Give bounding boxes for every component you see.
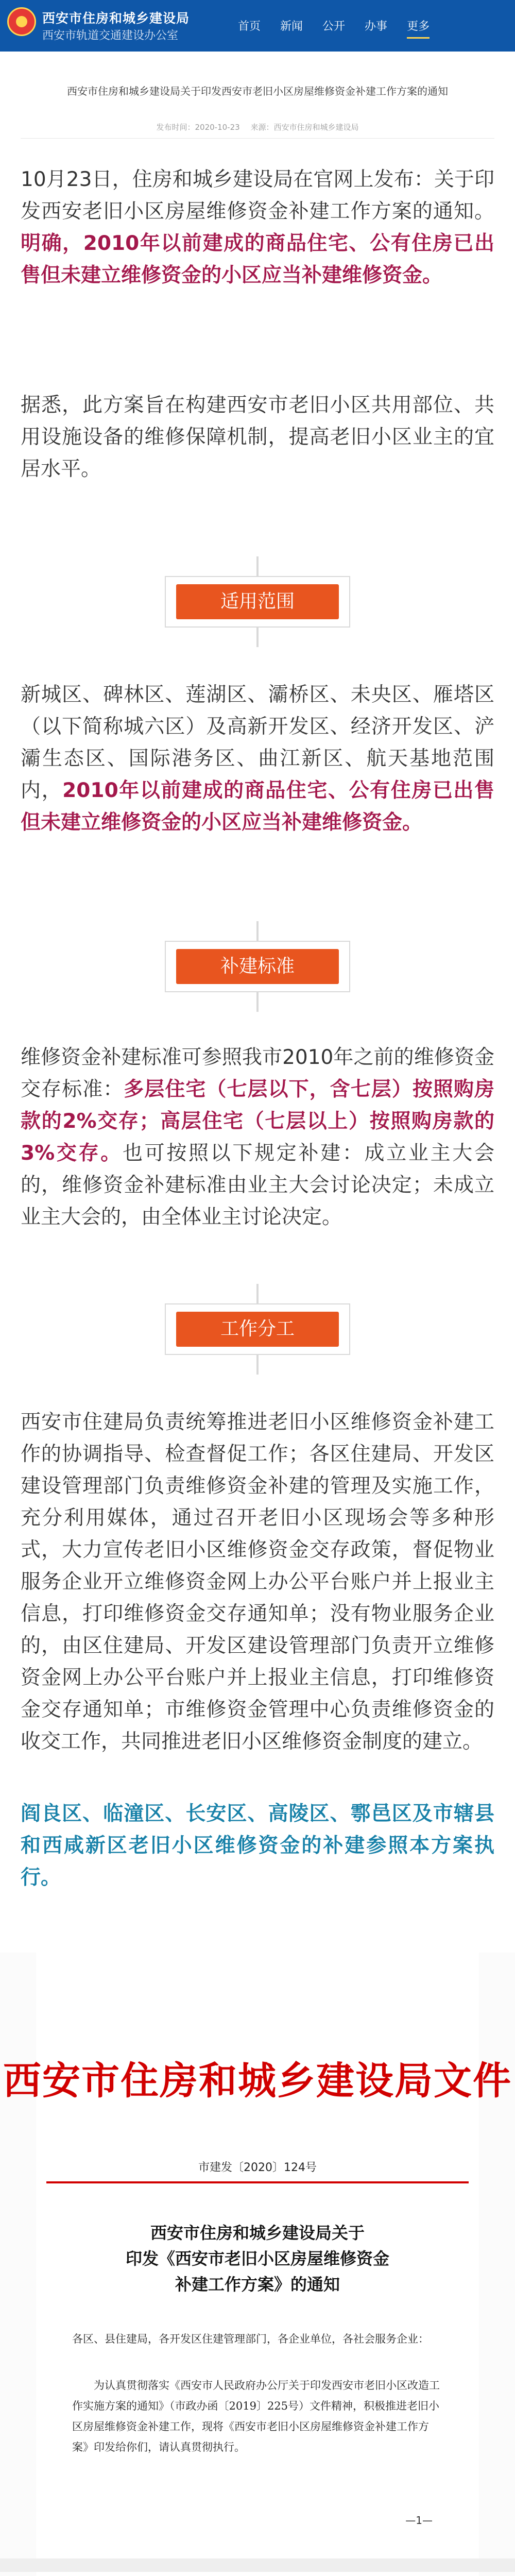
- section-division-label: 工作分工: [176, 1312, 339, 1347]
- paragraph-scope: [21, 679, 494, 839]
- other-districts-highlight: 阎良区、临潼区、长安区、高陵区、鄠邑区及市辖县和西咸新区老旧小区维修资金的补建参照本方案执行。: [21, 1802, 494, 1889]
- section-standard: [165, 941, 350, 992]
- standard-text: 维修资金补建标准可参照我市2010年之前的维修资金交存标准：: [21, 1046, 494, 1101]
- org-subname: 西安市轨道交通建设办公室: [42, 29, 179, 42]
- document-red-header: 西安市住房和城乡建设局文件: [3, 2059, 512, 2103]
- document-title-line-1: 西安市住房和城乡建设局关于: [150, 2223, 365, 2243]
- site-header: [0, 0, 515, 52]
- paragraph-standard: [21, 1042, 494, 1233]
- section-scope-connector-bottom: [256, 626, 259, 647]
- standard-text-2: 也可按照以下规定补建：成立业主大会的，维修资金补建标准由业主大会讨论决定；未成立业主大会的，由全体业主讨论决定。: [21, 1142, 494, 1229]
- nav-services[interactable]: 办事: [365, 20, 388, 33]
- nav-public[interactable]: 公开: [322, 20, 346, 33]
- paragraph-division: 西安市住建局负责统筹推进老旧小区维修资金补建工作的协调指导、检查督促工作；各区住建局、开发区建设管理部门负责维修资金补建的管理及实施工作，充分利用媒体，通过召开老旧小区现场会等多种形式，大力宣传老旧小区维修资金交存政策，督促物业服务企业开立维修资金网上办公平台账户并上报业主信息，打印维修资金交存通知单；没有物业服务企业的，由区住建局、开发区建设管理部门负责开立维修资金网上办公平台账户并上报业主信息，打印维修资金交存通知单；市维修资金管理中心负责维修资金的收交工作，共同推进老旧小区维修资金制度的建立。: [21, 1411, 494, 1753]
- nav-home[interactable]: 首页: [238, 20, 261, 33]
- title-divider: [21, 138, 494, 139]
- article-meta: [103, 122, 412, 132]
- org-name: 西安市住房和城乡建设局: [42, 11, 190, 26]
- section-division-connector: [256, 1284, 259, 1304]
- document-page-2: [36, 2572, 479, 2576]
- emblem-logo[interactable]: [7, 7, 36, 36]
- publish-date: 发布时间：2020-10-23: [156, 123, 240, 132]
- document-recipients: 各区、县住建局，各开发区住建管理部门，各企业单位，各社会服务企业：: [72, 2333, 429, 2345]
- article-title: 西安市住房和城乡建设局关于印发西安市老旧小区房屋维修资金补建工作方案的通知: [67, 85, 448, 97]
- standard-highlight: 多层住宅（七层以下，含七层）按照购房款的2%交存；高层住宅（七层以上）按照购房款的3%交存。: [21, 1078, 494, 1165]
- document-page-number-1: —1—: [405, 2514, 433, 2527]
- document-title-line-2: 印发《西安市老旧小区房屋维修资金: [125, 2249, 389, 2268]
- document-number: 市建发〔2020〕124号: [198, 2161, 317, 2174]
- section-division-connector-bottom: [256, 1354, 259, 1375]
- scope-text: 新城区、碑林区、莲湖区、灞桥区、未央区、雁塔区（以下简称城六区）及高新开发区、经济开发区、浐灞生态区、国际港务区、曲江新区、航天基地范围内，: [21, 683, 494, 802]
- section-standard-connector-bottom: [256, 991, 259, 1012]
- paragraph-intro: [21, 164, 494, 292]
- section-scope-connector: [256, 556, 259, 577]
- section-standard-connector: [256, 921, 259, 942]
- paragraph-purpose: 据悉，此方案旨在构建西安市老旧小区共用部位、共用设施设备的维修保障机制，提高老旧小区业主的宜居水平。: [21, 394, 494, 481]
- section-standard-label: 补建标准: [176, 949, 339, 984]
- intro-text: 10月23日，住房和城乡建设局在官网上发布：关于印发西安老旧小区房屋维修资金补建工作方案的通知。: [21, 168, 494, 223]
- official-document: [0, 1953, 515, 2576]
- section-scope-label: 适用范围: [176, 584, 339, 619]
- document-title-line-3: 补建工作方案》的通知: [175, 2275, 340, 2294]
- section-scope: [165, 576, 350, 628]
- top-nav: [238, 18, 430, 33]
- nav-news[interactable]: 新闻: [280, 20, 303, 33]
- paragraph-other-districts: [21, 1798, 494, 1894]
- intro-highlight: 明确，2010年以前建成的商品住宅、公有住房已出售但未建立维修资金的小区应当补建维修资金。: [21, 232, 494, 287]
- document-red-rule: [46, 2181, 469, 2183]
- page-gap: [0, 2558, 515, 2572]
- article-source: 来源：西安市住房和城乡建设局: [250, 123, 359, 132]
- scope-highlight: 2010年以前建成的商品住宅、公有住房已出售但未建立维修资金的小区应当补建维修资金。: [21, 779, 494, 834]
- nav-more[interactable]: 更多: [407, 18, 430, 33]
- document-body: 为认真贯彻落实《西安市人民政府办公厅关于印发西安市老旧小区改造工作实施方案的通知》（市政办函〔2019〕225号）文件精神，积极推进老旧小区房屋维修资金补建工作，现将《西安市老旧小区房屋维修资金补建工作方案》印发给你们，请认真贯彻执行。: [72, 2379, 440, 2453]
- section-division: [165, 1303, 350, 1355]
